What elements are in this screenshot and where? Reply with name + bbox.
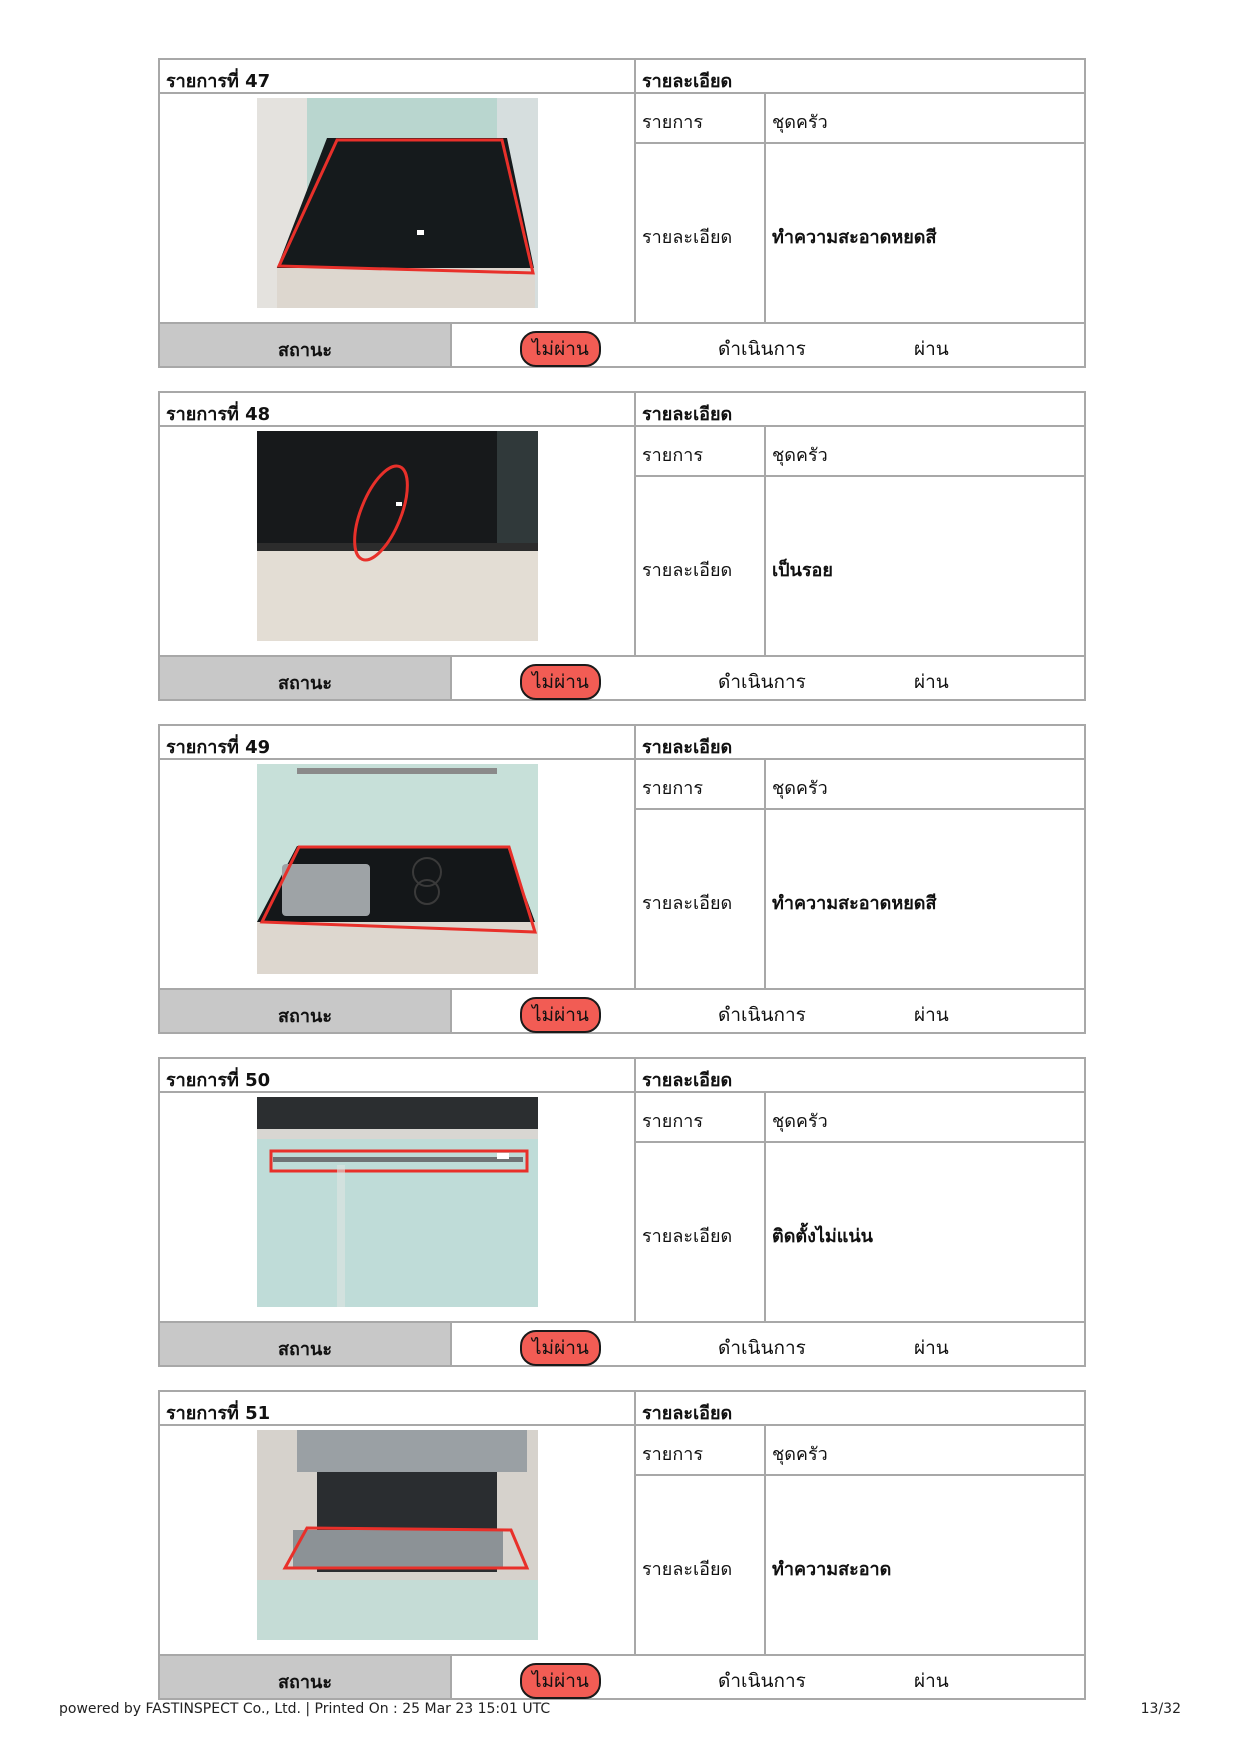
status-fail-badge[interactable]: ไม่ผ่าน	[520, 664, 601, 700]
item-title: รายการที่ 48	[160, 393, 636, 427]
inspection-item-48	[158, 391, 1086, 701]
item-label: รายการ	[636, 1093, 766, 1143]
photo-cell	[160, 94, 636, 322]
page-number: 13/32	[1140, 1701, 1181, 1717]
inspection-item-50	[158, 1057, 1086, 1367]
inspection-item-47	[158, 58, 1086, 368]
status-pass-option[interactable]: ผ่าน	[914, 338, 949, 360]
detail-label: รายละเอียด	[636, 144, 766, 322]
status-options	[452, 655, 1084, 699]
photo-cell	[160, 1426, 636, 1654]
footer-credit: powered by FASTINSPECT Co., Ltd. | Printed On : 25 Mar 23 15:01 UTC	[59, 1701, 551, 1717]
status-in-progress-option[interactable]: ดำเนินการ	[718, 1670, 806, 1692]
status-options	[452, 1321, 1084, 1365]
status-in-progress-option[interactable]: ดำเนินการ	[718, 1004, 806, 1026]
item-value: ชุดครัว	[766, 427, 1084, 477]
item-title: รายการที่ 50	[160, 1059, 636, 1093]
status-options	[452, 1654, 1084, 1698]
item-label: รายการ	[636, 1426, 766, 1476]
inspection-item-49	[158, 724, 1086, 1034]
kitchen-counter-photo[interactable]	[257, 98, 538, 308]
status-pass-option[interactable]: ผ่าน	[914, 671, 949, 693]
status-label: สถานะ	[160, 655, 452, 699]
detail-value: ติดตั้งไม่แน่น	[772, 1226, 873, 1247]
sink-hob-photo[interactable]	[257, 764, 538, 974]
detail-value: ทำความสะอาดหยดสี	[772, 227, 937, 248]
detail-label: รายละเอียด	[636, 1476, 766, 1654]
status-label: สถานะ	[160, 322, 452, 366]
status-fail-badge[interactable]: ไม่ผ่าน	[520, 1330, 601, 1366]
detail-value: เป็นรอย	[772, 560, 833, 581]
item-title: รายการที่ 49	[160, 726, 636, 760]
inspection-item-51	[158, 1390, 1086, 1700]
status-label: สถานะ	[160, 1654, 452, 1698]
item-label: รายการ	[636, 427, 766, 477]
detail-label: รายละเอียด	[636, 1143, 766, 1321]
status-fail-badge[interactable]: ไม่ผ่าน	[520, 997, 601, 1033]
detail-value: ทำความสะอาด	[772, 1559, 892, 1580]
status-in-progress-option[interactable]: ดำเนินการ	[718, 1337, 806, 1359]
status-fail-badge[interactable]: ไม่ผ่าน	[520, 1663, 601, 1699]
detail-label: รายละเอียด	[636, 477, 766, 655]
item-value: ชุดครัว	[766, 1093, 1084, 1143]
status-pass-option[interactable]: ผ่าน	[914, 1670, 949, 1692]
status-options	[452, 322, 1084, 366]
item-value: ชุดครัว	[766, 94, 1084, 144]
detail-value: ทำความสะอาดหยดสี	[772, 893, 937, 914]
item-value: ชุดครัว	[766, 1426, 1084, 1476]
photo-cell	[160, 1093, 636, 1321]
photo-cell	[160, 760, 636, 988]
detail-header: รายละเอียด	[636, 1059, 1084, 1093]
detail-header: รายละเอียด	[636, 393, 1084, 427]
status-in-progress-option[interactable]: ดำเนินการ	[718, 338, 806, 360]
counter-scratch-photo[interactable]	[257, 431, 538, 641]
item-title: รายการที่ 51	[160, 1392, 636, 1426]
status-in-progress-option[interactable]: ดำเนินการ	[718, 671, 806, 693]
photo-cell	[160, 427, 636, 655]
dish-rack-photo[interactable]	[257, 1430, 538, 1640]
status-label: สถานะ	[160, 1321, 452, 1365]
detail-header: รายละเอียด	[636, 726, 1084, 760]
status-pass-option[interactable]: ผ่าน	[914, 1004, 949, 1026]
detail-header: รายละเอียด	[636, 60, 1084, 94]
status-label: สถานะ	[160, 988, 452, 1032]
detail-label: รายละเอียด	[636, 810, 766, 988]
item-title: รายการที่ 47	[160, 60, 636, 94]
rail-bar-photo[interactable]	[257, 1097, 538, 1307]
status-pass-option[interactable]: ผ่าน	[914, 1337, 949, 1359]
item-value: ชุดครัว	[766, 760, 1084, 810]
item-label: รายการ	[636, 94, 766, 144]
status-fail-badge[interactable]: ไม่ผ่าน	[520, 331, 601, 367]
status-options	[452, 988, 1084, 1032]
item-label: รายการ	[636, 760, 766, 810]
detail-header: รายละเอียด	[636, 1392, 1084, 1426]
